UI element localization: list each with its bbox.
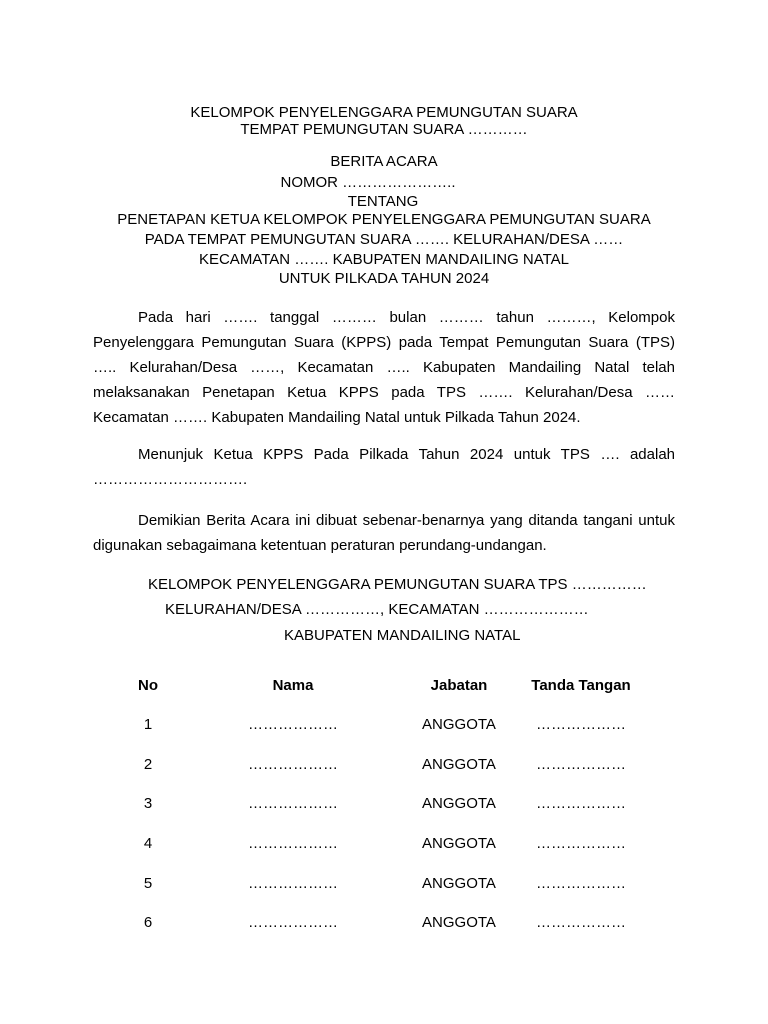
row-no: 3 xyxy=(143,795,153,812)
row-tanda-tangan: ……………… xyxy=(536,716,626,733)
paragraph-closing xyxy=(93,508,675,558)
table-header-tanda-tangan: Tanda Tangan xyxy=(531,677,631,694)
row-no: 4 xyxy=(143,835,153,852)
row-nama: ……………… xyxy=(248,716,338,733)
row-jabatan: ANGGOTA xyxy=(422,914,496,931)
signature-block-line-2: KELURAHAN/DESA ……………, KECAMATAN ………………… xyxy=(165,601,589,618)
subject-line-4: UNTUK PILKADA TAHUN 2024 xyxy=(278,270,490,287)
row-tanda-tangan: ……………… xyxy=(536,835,626,852)
table-header-no: No xyxy=(138,677,158,694)
row-nama: ……………… xyxy=(248,756,338,773)
header-line-1: KELOMPOK PENYELENGGARA PEMUNGUTAN SUARA xyxy=(190,104,578,121)
subject-line-2: PADA TEMPAT PEMUNGUTAN SUARA ……. KELURAHAN/DESA …… xyxy=(144,231,624,248)
row-tanda-tangan: ……………… xyxy=(536,795,626,812)
row-no: 2 xyxy=(143,756,153,773)
row-nama: ……………… xyxy=(248,835,338,852)
paragraph-opening xyxy=(93,305,675,430)
signature-block-line-1: KELOMPOK PENYELENGGARA PEMUNGUTAN SUARA TPS …………… xyxy=(148,576,647,593)
table-header-nama: Nama xyxy=(272,677,314,694)
row-nama: ……………… xyxy=(248,795,338,812)
document-number: NOMOR ………………….. xyxy=(280,174,456,191)
row-jabatan: ANGGOTA xyxy=(422,875,496,892)
row-no: 1 xyxy=(143,716,153,733)
row-tanda-tangan: ……………… xyxy=(536,756,626,773)
row-no: 6 xyxy=(143,914,153,931)
row-jabatan: ANGGOTA xyxy=(422,795,496,812)
row-jabatan: ANGGOTA xyxy=(422,756,496,773)
paragraph-appointment-text: Menunjuk Ketua KPPS Pada Pilkada Tahun 2024 untuk TPS …. adalah …………………………. xyxy=(93,446,675,488)
paragraph-opening-text: Pada hari ……. tanggal ……… bulan ……… tahun ………, Kelompok Penyelenggara Pemungutan Suara (KPPS) pada Tempat Pemungutan Suara (TPS) ….. Kelurahan/Desa ……, Kecamatan ….. Kabupaten Mandailing Natal telah melaksanakan Penetapan Ketua KPPS pada TPS ……. Kelurahan/Desa …… Kecamatan ……. Kabupaten Mandailing Natal untuk Pilkada Tahun 2024. xyxy=(93,309,675,426)
row-nama: ……………… xyxy=(248,914,338,931)
row-nama: ……………… xyxy=(248,875,338,892)
row-jabatan: ANGGOTA xyxy=(422,716,496,733)
row-tanda-tangan: ……………… xyxy=(536,875,626,892)
row-jabatan: ANGGOTA xyxy=(422,835,496,852)
subject-line-3: KECAMATAN ……. KABUPATEN MANDAILING NATAL xyxy=(198,251,570,268)
document-title: BERITA ACARA xyxy=(330,153,438,170)
header-line-2: TEMPAT PEMUNGUTAN SUARA ………… xyxy=(240,121,528,138)
row-no: 5 xyxy=(143,875,153,892)
signature-block-line-3: KABUPATEN MANDAILING NATAL xyxy=(284,627,521,644)
row-tanda-tangan: ……………… xyxy=(536,914,626,931)
table-header-jabatan: Jabatan xyxy=(430,677,488,694)
subject-line-1: PENETAPAN KETUA KELOMPOK PENYELENGGARA PEMUNGUTAN SUARA xyxy=(117,211,651,228)
paragraph-appointment xyxy=(93,442,675,492)
paragraph-closing-text: Demikian Berita Acara ini dibuat sebenar-benarnya yang ditanda tangani untuk digunakan sebagaimana ketentuan peraturan perundang-undangan. xyxy=(93,512,675,554)
tentang-label: TENTANG xyxy=(347,193,419,210)
